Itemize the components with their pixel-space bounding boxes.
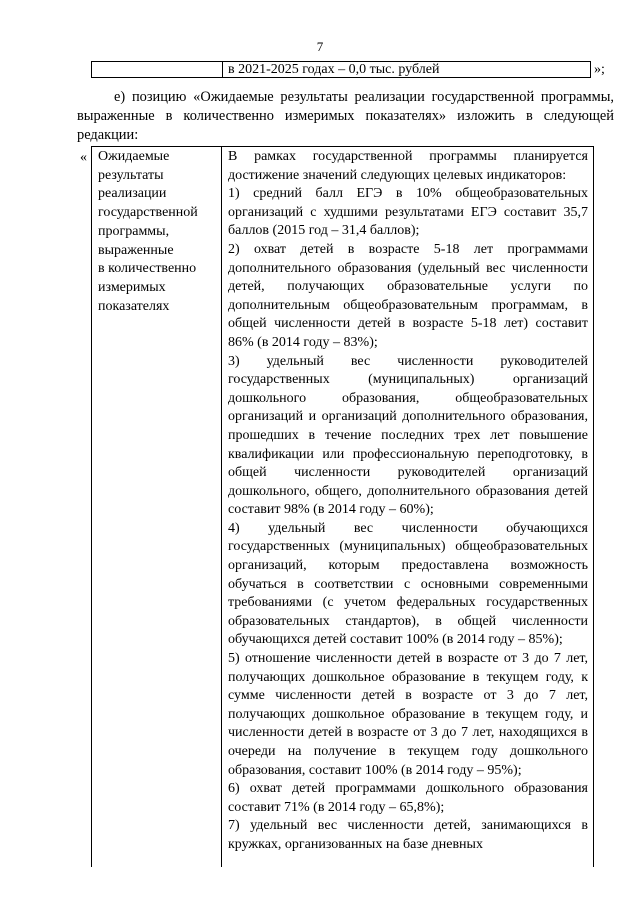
label-line: измеримых [98,279,166,295]
indicators-cell [228,148,588,855]
indicator-item-4: 4) удельный вес численности обучающихся государственных (муниципальных) общеобразовательных организаций, которым предоставлена возможность обучаться в соответствии с основными современными требованиями (с учетом федеральных государственных образовательных стандартов), в общей численности обучающихся детей составит 100% (в 2014 году – 85%); [228,520,588,648]
indicator-item-5: 5) отношение численности детей в возрасте от 3 до 7 лет, получающих дошкольное образование в текущем году, к сумме численности детей в возрасте от 3 до 7 лет, получающих дошкольное образование в текущем году, и численности детей в возрасте от 3 до 7 лет, находящихся в очереди на получение в текущем году дошкольного образования, составит 100% (в 2014 году – 95%); [228,651,588,778]
indicator-item-7: 7) удельный вес численности детей, занимающихся в кружках, организованных на базе дневных [228,818,588,852]
column-divider [222,62,223,77]
indicator-item-6: 6) охват детей программами дошкольного образования составит 71% (в 2014 году – 65,8%); [228,781,588,815]
funding-cell-text: в 2021-2025 годах – 0,0 тыс. рублей [228,62,440,77]
label-line: результаты [98,167,164,183]
position-label-cell [98,148,218,316]
indicator-item-3: 3) удельный вес численности руководителей государственных (муниципальных) организаций дошкольного образования, общеобразовательных организаций и организаций дополнительного образования, прошедших в течение последних трех лет повышение квалификации или профессиональную переподготовку, в общей численности руководителей организаций дошкольного, общего, дополнительного образования детей составит 98% (в 2014 году – 60%); [228,353,588,518]
label-line: Ожидаемые [98,149,170,164]
closing-quote: »; [594,62,605,77]
label-line: программы, [98,223,170,239]
label-line: выраженные [98,242,174,258]
label-line: реализации [98,186,167,202]
column-divider [221,147,222,867]
opening-quote: « [80,150,87,165]
results-table [91,146,594,867]
indicator-item-2: 2) охват детей в возрасте 5-18 лет программами дополнительного образования (удельный вес численности детей, получающих образовательные услуги по дополнительным общеобразовательным программам, в общей численности детей в возрасте 5-18 лет) составит 86% (в 2014 году – 83%); [228,241,588,350]
label-line: показателях [98,298,170,314]
label-line: в количественно [98,261,197,277]
indicator-item-1: 1) средний балл ЕГЭ в 10% общеобразовательных организаций с худшими результатами ЕГЭ составит 35,7 баллов (2015 год – 31,4 баллов); [228,186,588,239]
page-number: 7 [316,39,324,54]
indicators-intro: В рамках государственной программы планируется достижение значений следующих целевых индикаторов: [228,149,588,183]
intro-paragraph: е) позицию «Ожидаемые результаты реализации государственной программы, выраженные в количественно измеримых показателях» изложить в следующей редакции: [77,89,614,143]
label-line: государственной [98,205,198,221]
previous-table-row [91,61,591,78]
